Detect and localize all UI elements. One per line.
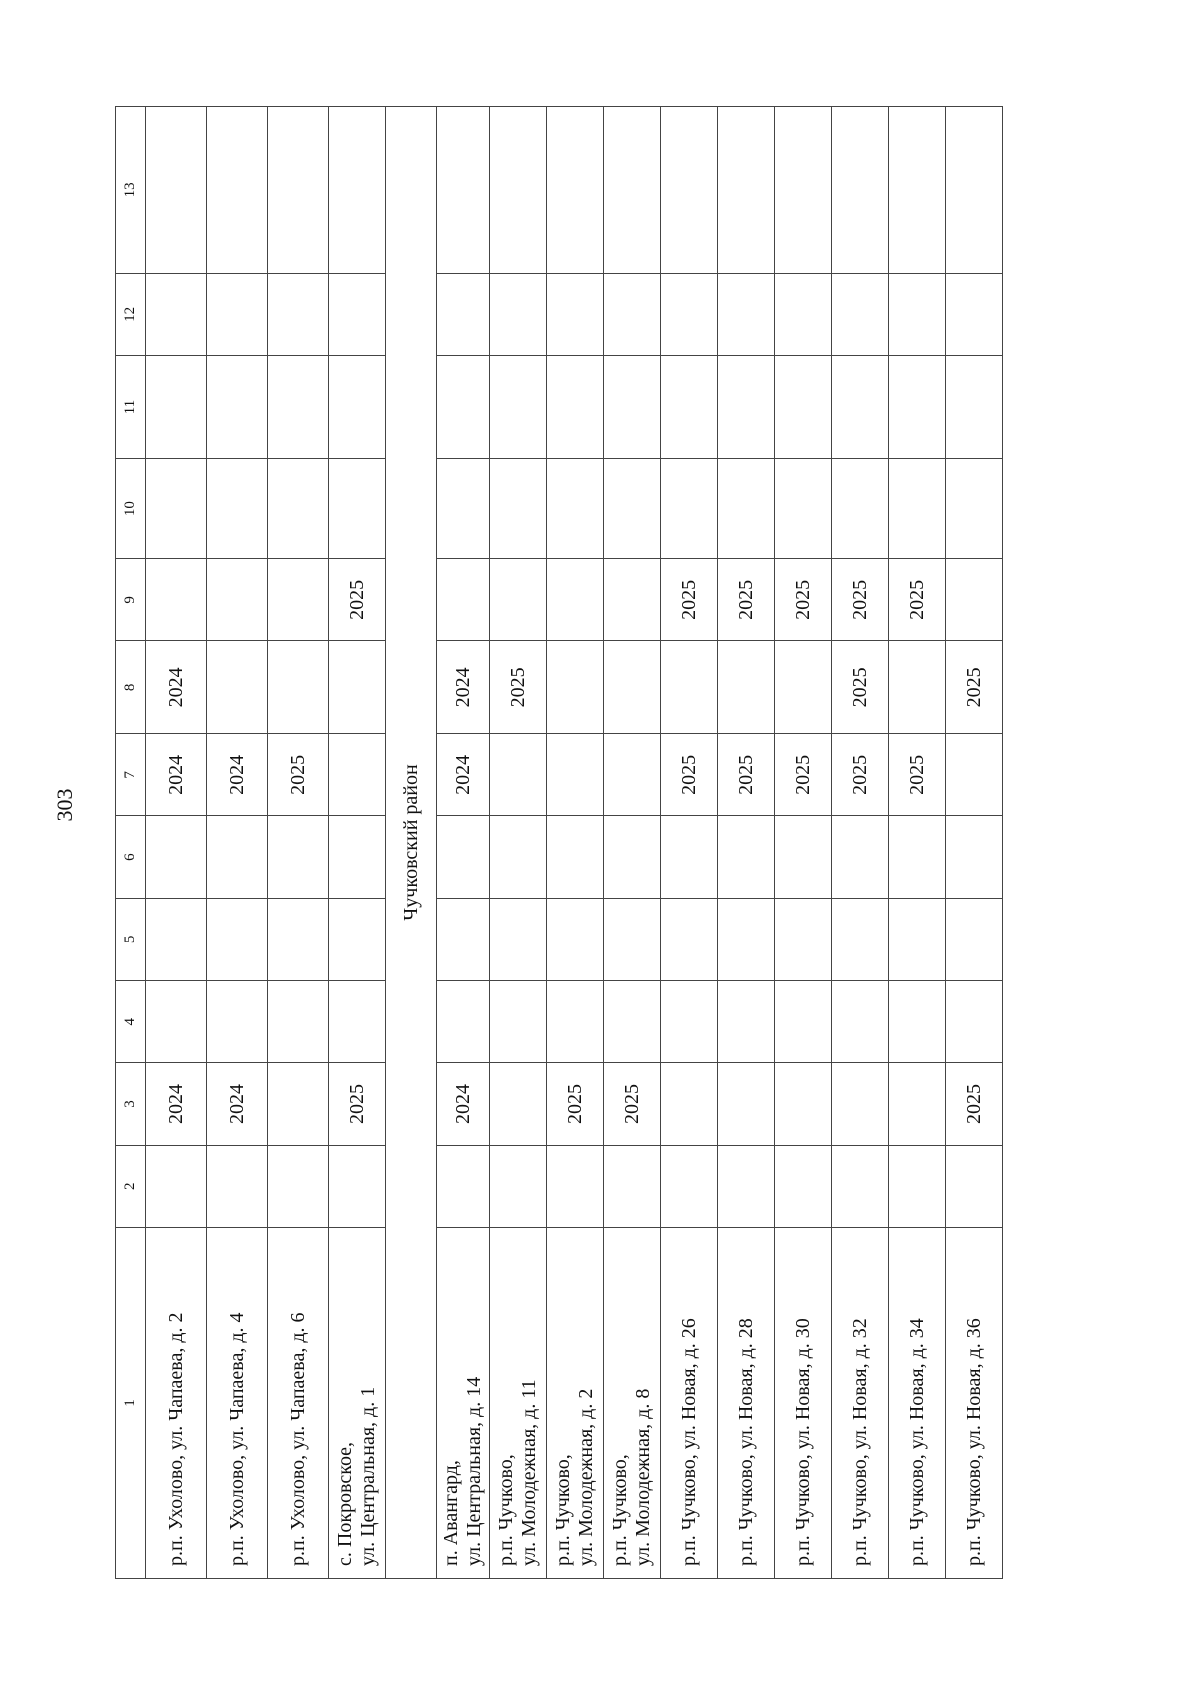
section-title: Чучковский район: [386, 107, 437, 1579]
year-cell: [661, 273, 718, 355]
year-cell: [775, 107, 832, 274]
year-cell: [547, 981, 604, 1063]
year-cell: [775, 1063, 832, 1145]
section-body: [386, 107, 437, 1579]
year-cell: 2024: [146, 734, 207, 816]
year-cell: 2025: [547, 1063, 604, 1145]
address-cell: [775, 1227, 832, 1578]
year-cell: 2025: [889, 559, 946, 641]
year-cell: [547, 1145, 604, 1227]
year-cell: 2024: [437, 1063, 490, 1145]
column-header: 3: [116, 1063, 146, 1145]
year-cell: [268, 107, 329, 274]
year-cell: [329, 981, 386, 1063]
year-cell: [146, 273, 207, 355]
year-cell: [329, 816, 386, 898]
address-line: ул. Центральная, д. 14: [463, 1376, 485, 1566]
year-cell: 2025: [832, 734, 889, 816]
year-cell: 2024: [207, 734, 268, 816]
year-cell: [547, 734, 604, 816]
year-cell: [146, 559, 207, 641]
year-cell: [490, 981, 547, 1063]
year-cell: [437, 356, 490, 459]
year-cell: 2025: [832, 559, 889, 641]
year-cell: [604, 559, 661, 641]
year-cell: [661, 1145, 718, 1227]
address-line: р.п. Ухолово, ул. Чапаева, д. 6: [286, 1312, 309, 1566]
year-cell: [437, 559, 490, 641]
address-line: п. Авангард,: [440, 1460, 462, 1566]
year-cell: [946, 981, 1003, 1063]
year-cell: [775, 641, 832, 734]
year-cell: [490, 1145, 547, 1227]
year-cell: [718, 898, 775, 980]
address-cell: [268, 1227, 329, 1578]
table-row: [547, 107, 604, 1579]
year-cell: 2025: [604, 1063, 661, 1145]
year-cell: 2024: [437, 641, 490, 734]
year-cell: [718, 107, 775, 274]
table-row: [775, 107, 832, 1579]
year-cell: [268, 1063, 329, 1145]
year-cell: [437, 107, 490, 274]
year-cell: 2025: [718, 734, 775, 816]
address-cell: [832, 1227, 889, 1578]
address-cell: [207, 1227, 268, 1578]
year-cell: [437, 816, 490, 898]
column-header: 10: [116, 459, 146, 559]
year-cell: [718, 1145, 775, 1227]
year-cell: [490, 734, 547, 816]
year-cell: [718, 273, 775, 355]
year-cell: 2025: [268, 734, 329, 816]
year-cell: [775, 1145, 832, 1227]
year-cell: [889, 1145, 946, 1227]
year-cell: [604, 273, 661, 355]
year-cell: [490, 356, 547, 459]
year-cell: [207, 559, 268, 641]
column-header: 8: [116, 641, 146, 734]
column-header: 5: [116, 898, 146, 980]
year-cell: 2024: [146, 641, 207, 734]
year-cell: [268, 356, 329, 459]
year-cell: [832, 273, 889, 355]
column-header: 11: [116, 356, 146, 459]
year-cell: [718, 816, 775, 898]
table-row: [604, 107, 661, 1579]
year-cell: 2025: [889, 734, 946, 816]
year-cell: [146, 981, 207, 1063]
column-header: 7: [116, 734, 146, 816]
repair-schedule-table: [115, 106, 1003, 1579]
year-cell: [490, 559, 547, 641]
year-cell: [889, 107, 946, 274]
year-cell: 2025: [832, 641, 889, 734]
page-number: 303: [52, 788, 77, 822]
year-cell: [775, 898, 832, 980]
address-line: р.п. Ухолово, ул. Чапаева, д. 4: [225, 1312, 248, 1566]
year-cell: [832, 459, 889, 559]
year-cell: [268, 816, 329, 898]
year-cell: [604, 981, 661, 1063]
year-cell: [268, 559, 329, 641]
year-cell: [946, 356, 1003, 459]
year-cell: [268, 641, 329, 734]
year-cell: 2025: [661, 734, 718, 816]
year-cell: [946, 559, 1003, 641]
year-cell: 2025: [490, 641, 547, 734]
year-cell: [889, 273, 946, 355]
address-line: р.п. Чучково, ул. Новая, д. 32: [848, 1318, 871, 1566]
year-cell: [718, 356, 775, 459]
year-cell: 2025: [946, 1063, 1003, 1145]
year-cell: 2025: [775, 559, 832, 641]
year-cell: [889, 981, 946, 1063]
year-cell: [329, 107, 386, 274]
year-cell: [207, 273, 268, 355]
year-cell: [832, 1145, 889, 1227]
table-row: [329, 107, 386, 1579]
year-cell: [437, 1145, 490, 1227]
address-cell: [604, 1227, 661, 1578]
year-cell: [775, 273, 832, 355]
address-cell: [718, 1227, 775, 1578]
year-cell: [661, 641, 718, 734]
year-cell: 2024: [207, 1063, 268, 1145]
address-line: р.п. Ухолово, ул. Чапаева, д. 2: [164, 1312, 187, 1566]
year-cell: [146, 107, 207, 274]
year-cell: [490, 898, 547, 980]
year-cell: [661, 356, 718, 459]
address-line: ул. Молодежная, д. 8: [632, 1388, 654, 1566]
column-header: 2: [116, 1145, 146, 1227]
address-line: ул. Молодежная, д. 11: [518, 1379, 540, 1566]
year-cell: [832, 1063, 889, 1145]
year-cell: [889, 816, 946, 898]
year-cell: 2024: [146, 1063, 207, 1145]
year-cell: [268, 1145, 329, 1227]
year-cell: [718, 981, 775, 1063]
year-cell: [329, 734, 386, 816]
year-cell: [889, 459, 946, 559]
year-cell: 2025: [329, 1063, 386, 1145]
year-cell: [661, 107, 718, 274]
year-cell: [718, 641, 775, 734]
year-cell: [661, 459, 718, 559]
year-cell: [547, 559, 604, 641]
address-cell: [490, 1227, 547, 1578]
table-row: [146, 107, 207, 1579]
year-cell: [437, 898, 490, 980]
table-row: [889, 107, 946, 1579]
address-line: р.п. Чучково, ул. Новая, д. 28: [734, 1318, 757, 1566]
year-cell: [547, 898, 604, 980]
year-cell: [604, 816, 661, 898]
year-cell: [268, 981, 329, 1063]
year-cell: [661, 816, 718, 898]
year-cell: [946, 107, 1003, 274]
year-cell: [547, 816, 604, 898]
year-cell: [661, 898, 718, 980]
year-cell: [207, 898, 268, 980]
year-cell: 2025: [661, 559, 718, 641]
year-cell: [604, 1145, 661, 1227]
year-cell: [490, 459, 547, 559]
year-cell: [946, 273, 1003, 355]
year-cell: [718, 1063, 775, 1145]
year-cell: [832, 981, 889, 1063]
year-cell: [832, 898, 889, 980]
header-row: [116, 107, 146, 1579]
table-body-after: [437, 107, 1003, 1579]
year-cell: [146, 459, 207, 559]
year-cell: [329, 641, 386, 734]
year-cell: [604, 641, 661, 734]
column-header: 6: [116, 816, 146, 898]
year-cell: [329, 273, 386, 355]
year-cell: [547, 356, 604, 459]
address-line: р.п. Чучково,: [495, 1454, 517, 1566]
year-cell: [946, 816, 1003, 898]
year-cell: [946, 734, 1003, 816]
table-row: [268, 107, 329, 1579]
year-cell: [775, 459, 832, 559]
year-cell: [889, 1063, 946, 1145]
year-cell: [547, 641, 604, 734]
table-body-before: [146, 107, 386, 1579]
rotated-table-wrapper: [115, 106, 1075, 1579]
table-row: [661, 107, 718, 1579]
address-cell: [946, 1227, 1003, 1578]
year-cell: [889, 898, 946, 980]
year-cell: [547, 273, 604, 355]
year-cell: [832, 816, 889, 898]
year-cell: [547, 459, 604, 559]
year-cell: [329, 1145, 386, 1227]
column-header: 9: [116, 559, 146, 641]
address-cell: [437, 1227, 490, 1578]
year-cell: [490, 816, 547, 898]
year-cell: [661, 981, 718, 1063]
address-line: р.п. Чучково, ул. Новая, д. 34: [905, 1318, 928, 1566]
year-cell: [604, 459, 661, 559]
table-row: [832, 107, 889, 1579]
year-cell: [268, 898, 329, 980]
year-cell: [268, 459, 329, 559]
column-header: 1: [116, 1227, 146, 1578]
table-row: [490, 107, 547, 1579]
address-cell: [547, 1227, 604, 1578]
year-cell: [146, 816, 207, 898]
year-cell: [547, 107, 604, 274]
year-cell: [329, 356, 386, 459]
year-cell: [889, 641, 946, 734]
year-cell: [437, 273, 490, 355]
year-cell: [490, 273, 547, 355]
year-cell: [207, 356, 268, 459]
year-cell: [775, 981, 832, 1063]
address-cell: [329, 1227, 386, 1578]
year-cell: [146, 898, 207, 980]
year-cell: [490, 1063, 547, 1145]
year-cell: [775, 816, 832, 898]
address-line: р.п. Чучково, ул. Новая, д. 30: [791, 1318, 814, 1566]
address-line: р.п. Чучково,: [609, 1454, 631, 1566]
year-cell: [329, 898, 386, 980]
year-cell: [268, 273, 329, 355]
year-cell: [437, 459, 490, 559]
year-cell: [207, 459, 268, 559]
year-cell: [946, 459, 1003, 559]
year-cell: [329, 459, 386, 559]
table-row: [207, 107, 268, 1579]
address-line: р.п. Чучково,: [552, 1454, 574, 1566]
year-cell: [946, 898, 1003, 980]
year-cell: [946, 1145, 1003, 1227]
year-cell: [437, 981, 490, 1063]
year-cell: [661, 1063, 718, 1145]
year-cell: [146, 356, 207, 459]
year-cell: [832, 107, 889, 274]
table-row: [946, 107, 1003, 1579]
year-cell: [775, 356, 832, 459]
table-row: [718, 107, 775, 1579]
year-cell: [207, 1145, 268, 1227]
year-cell: [207, 981, 268, 1063]
year-cell: 2025: [329, 559, 386, 641]
year-cell: [207, 816, 268, 898]
year-cell: [604, 734, 661, 816]
address-line: ул. Центральная, д. 1: [357, 1386, 379, 1566]
table-row: [437, 107, 490, 1579]
year-cell: [604, 356, 661, 459]
year-cell: [207, 107, 268, 274]
address-line: с. Покровское,: [334, 1441, 356, 1566]
address-line: р.п. Чучково, ул. Новая, д. 26: [677, 1318, 700, 1566]
column-header: 4: [116, 981, 146, 1063]
year-cell: 2025: [946, 641, 1003, 734]
column-header: 12: [116, 273, 146, 355]
address-cell: [889, 1227, 946, 1578]
year-cell: 2024: [437, 734, 490, 816]
year-cell: [604, 898, 661, 980]
address-cell: [146, 1227, 207, 1578]
year-cell: [718, 459, 775, 559]
year-cell: [889, 356, 946, 459]
year-cell: [146, 1145, 207, 1227]
section-row: [386, 107, 437, 1579]
year-cell: [832, 356, 889, 459]
year-cell: 2025: [775, 734, 832, 816]
address-line: ул. Молодежная, д. 2: [575, 1388, 597, 1566]
address-line: р.п. Чучково, ул. Новая, д. 36: [962, 1318, 985, 1566]
year-cell: 2025: [718, 559, 775, 641]
year-cell: [207, 641, 268, 734]
year-cell: [604, 107, 661, 274]
address-cell: [661, 1227, 718, 1578]
column-header: 13: [116, 107, 146, 274]
year-cell: [490, 107, 547, 274]
